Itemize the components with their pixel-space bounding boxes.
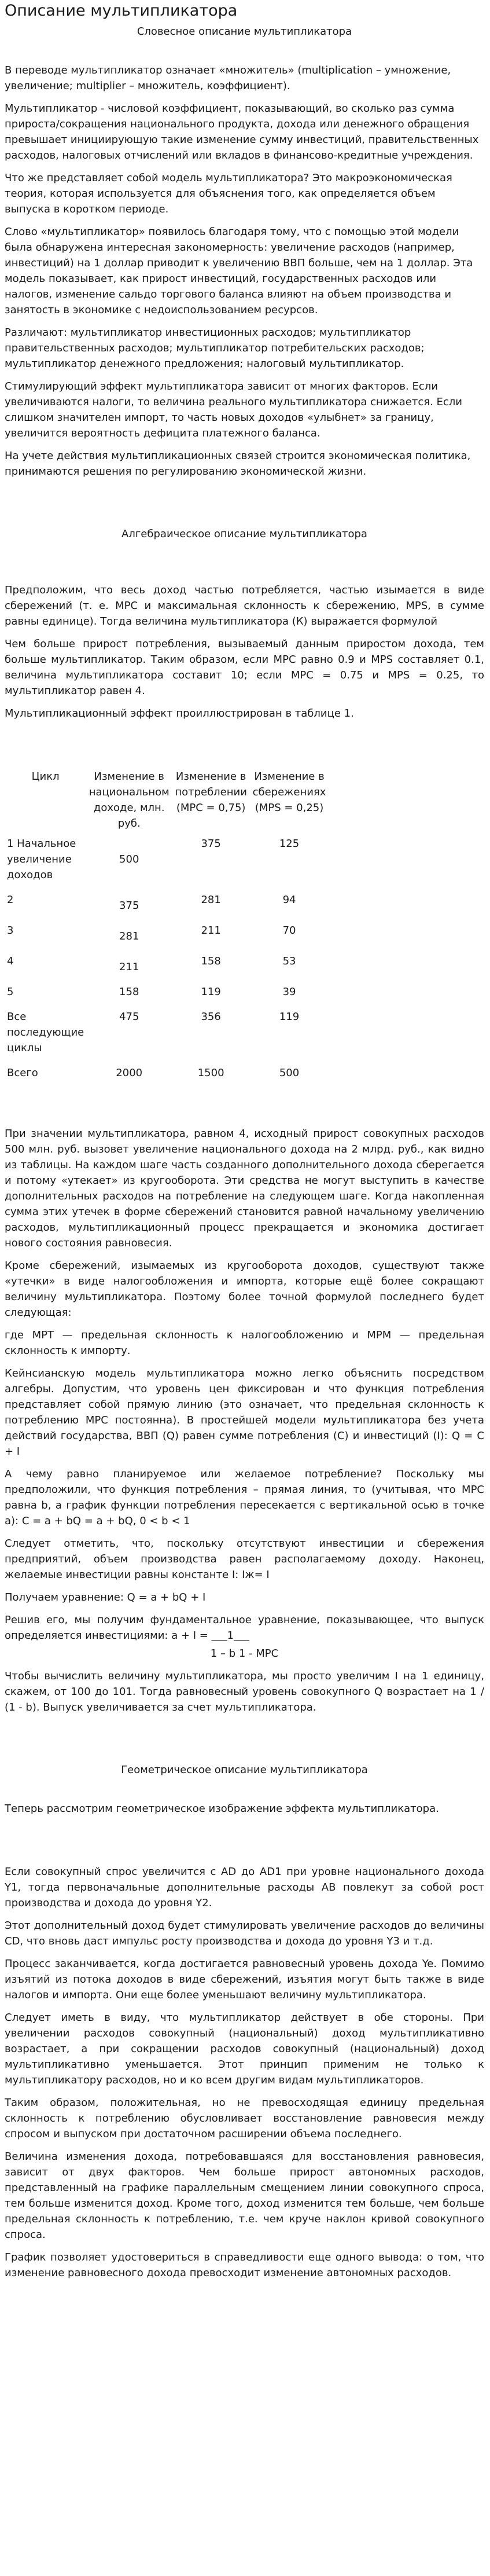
table-cell: 125: [279, 838, 300, 850]
table-cell: 375: [201, 838, 221, 850]
paragraph: Предположим, что весь доход частью потребляется, частью изымается в виде сбережений (т. е. MPC и максимальная склонность к сбережению, MPS, в сумме равны единице). Тогда величина мультипликатора (К) выражается формулой: [5, 584, 484, 628]
paragraph: Если совокупный спрос увеличится с AD до AD1 при уровне национального дохода Y1, тогда первоначальные дополнительные расходы AB повлекут за собой рост производства и дохода до уровня Y2.: [5, 1866, 484, 1909]
paragraph: Слово «мультипликатор» появилось благодаря тому, что с помощью этой модели была обнаружена интересная закономерность: увеличение расходов (например, инвестиций) на 1 доллар приводит к увеличению ВВП больше, чем на 1 доллар. Эта модель показывает, как прирост инвестиций, государственных расходов или налогов, изменение сальдо торгового баланса влияют на объем производства и занятость в экономике с недоиспользованием ресурсов.: [5, 226, 473, 316]
table-cell: 3: [7, 924, 14, 937]
table-cell: 2000: [116, 1067, 143, 1079]
table-row: [5, 1061, 329, 1085]
table-header-cell: Изменение в сбережениях (MPS = 0,25): [252, 770, 326, 814]
paragraph: На учете действия мультипликационных связей строится экономическая политика, принимаются решения по регулированию экономической жизни.: [5, 450, 471, 478]
spacer: [5, 1722, 484, 1763]
section-heading-verbal: Словесное описание мультипликатора: [137, 25, 352, 38]
paragraph: Следует иметь в виду, что мультипликатор действует в обе стороны. При увеличении расходов совокупный (национальный) доход мультипликативно возрастает, а при сокращении расходов совокупный (национальный) доход мультипликативно уменьшается. Этот принцип применим не только к мультипликатору расходов, но и ко всем другим видам мультипликаторов.: [5, 2012, 484, 2086]
table-cell: 500: [119, 853, 139, 865]
table-row: [5, 887, 329, 918]
table-cell: 1500: [197, 1067, 224, 1079]
table-cell: 53: [282, 955, 296, 967]
paragraph: График позволяет удостовериться в справедливости еще одного вывода: о том, что изменение равновесного дохода превосходит изменение автономных расходов.: [5, 2251, 484, 2279]
table-cell: Все последующие циклы: [7, 1011, 84, 1054]
paragraph: В переводе мультипликатор означает «множитель» (multiplication – умножение, увеличение; multiplier – множитель, коэффициент).: [5, 64, 451, 92]
section-heading-geometric: Геометрическое описание мультипликатора: [121, 1764, 368, 1776]
paragraph: Таким образом, положительная, но не превосходящая единицу предельная склонность к потреблению обусловливает восстановление равновесия между спросом и выпуском при достаточном расширении объема последнего.: [5, 2097, 484, 2140]
page-title: Описание мультипликатора: [5, 2, 238, 20]
table-row: [5, 979, 329, 1004]
paragraph: Мультипликационный эффект проиллюстрирован в таблице 1.: [5, 707, 354, 720]
multiplier-table: [5, 769, 329, 1085]
table-cell: 158: [201, 955, 221, 967]
table-cell: Всего: [7, 1067, 38, 1079]
table-cell: 158: [119, 986, 139, 998]
paragraph: Чем больше прирост потребления, вызываемый данным приростом дохода, тем больше мультипликатор. Таким образом, если MPC равно 0.9 и MPS составляет 0.1, величина мультипликатора составит 10; если MPC = 0.75 и MPS = 0.25, то мультипликатор равен 4.: [5, 638, 484, 697]
table-cell: 119: [201, 986, 221, 998]
paragraph: Кроме сбережений, изымаемых из кругооборота доходов, существуют также «утечки» в виде налогообложения и импорта, которые ещё более сокращают величину мультипликатора. Поэтому более точной формулой последнего будет следующая:: [5, 1260, 484, 1319]
table-cell: 2: [7, 894, 14, 906]
paragraph: Получаем уравнение: Q = a + bQ + I: [5, 1591, 206, 1603]
table-cell: 70: [282, 924, 296, 937]
paragraph: Следует отметить, что, поскольку отсутствуют инвестиции и сбережения предприятий, объем производства равен располагаемому доходу. Наконец, желаемые инвестиции равны константе I: Iж= I: [5, 1537, 484, 1581]
paragraph: Мультипликатор - числовой коэффициент, показывающий, во сколько раз сумма прироста/сокращения национального продукта, дохода или денежного обращения превышает инициирующую такие изменение сумму инвестиций, правительственных расходов, налоговых отчислений или вкладов в финансово-кредитные учреждения.: [5, 102, 479, 162]
table-cell: 211: [201, 924, 221, 937]
table-cell: 39: [282, 986, 296, 998]
table-row: [5, 831, 329, 887]
table-cell: 94: [282, 894, 296, 906]
table-cell: 281: [119, 930, 139, 942]
spacer: [5, 486, 484, 527]
section-heading-algebraic: Алгебраическое описание мультипликатора: [121, 528, 367, 540]
spacer: [5, 542, 484, 582]
table-row: [5, 918, 329, 949]
paragraph: Решив его, мы получим фундаментальное уравнение, показывающее, что выпуск определяется инвестициями: a + I = ___1___: [5, 1614, 484, 1642]
table-cell: 356: [201, 1011, 221, 1023]
table-cell: 375: [119, 900, 139, 912]
paragraph: Что же представляет собой модель мультипликатора? Это макроэкономическая теория, которая используется для объяснения того, как определяется объем выпуска в коротком периоде.: [5, 172, 452, 215]
table-cell: 500: [279, 1067, 300, 1079]
paragraph: Чтобы вычислить величину мультипликатора, мы просто увеличим I на 1 единицу, скажем, от 100 до 101. Тогда равновесный уровень совокупного Q возрастает на 1 / (1 - b). Выпуск увеличивается за счет мультипликатора.: [5, 1670, 484, 1713]
paragraph: Величина изменения дохода, потребовавшаяся для восстановления равновесия, зависит от двух факторов. Чем больше прирост автономных расходов, представленный на графике параллельным смещением линии совокупного спроса, тем больше изменится доход. Кроме того, доход изменится тем больше, чем больше предельная склонность к потреблению, т.е. чем круче наклон кривой совокупного спроса.: [5, 2151, 484, 2241]
table-header-cell: Цикл: [31, 770, 60, 783]
table-cell: 211: [119, 961, 139, 973]
spacer: [5, 1823, 484, 1864]
paragraph: где MPT — предельная склонность к налогообложению и MPM — предельная склонность к импорту.: [5, 1329, 484, 1357]
paragraph: Различают: мультипликатор инвестиционных расходов; мультипликатор правительственных расходов; мультипликатор потребительских расходов; мультипликатор денежного предложения; налоговый мультипликатор.: [5, 326, 425, 370]
formula-denominator: 1 – b 1 - MPC: [210, 1647, 279, 1660]
table-cell: 281: [201, 894, 221, 906]
table-cell: 1 Начальное увеличение доходов: [7, 838, 76, 881]
table-cell: 4: [7, 955, 14, 967]
table-cell: 475: [119, 1011, 139, 1023]
table-cell: 119: [279, 1011, 300, 1023]
table-header-row: [5, 769, 329, 831]
spacer: [5, 1778, 484, 1801]
paragraph: При значении мультипликатора, равном 4, исходный прирост совокупных расходов 500 млн. руб. вызовет увеличение национального дохода на 2 млрд. руб., как видно из таблицы. На каждом шаге часть созданного дополнительного дохода сберегается и потому «утекает» из кругооборота. Эти средства не могут выступить в качестве дополнительных расходов на потребление на следующем шаге. Когда накопленная сумма этих утечек в форме сбережений становится равной начальному увеличению расходов, мультипликационный процесс прекращается и экономика достигает нового состояния равновесия.: [5, 1128, 484, 1249]
table-header-cell: Изменение в потреблении (MPC = 0,75): [175, 770, 247, 814]
spacer: [5, 728, 484, 769]
paragraph: Стимулирующий эффект мультипликатора зависит от многих факторов. Если увеличиваются налоги, то величина реального мультипликатора снижается. Если слишком значителен импорт, то часть новых доходов «улыбнет» за границу, увеличится вероятность дефицита платежного баланса.: [5, 380, 462, 439]
table-row: [5, 949, 329, 979]
paragraph: А чему равно планируемое или желаемое потребление? Поскольку мы предположили, что функция потребления – прямая линия, то (учитывая, что MPC равна b, а график функции потребления пересекается с вертикальной осью в точке a): C = a + bQ = a + bQ, 0 < b < 1: [5, 1468, 484, 1527]
table-cell: 5: [7, 986, 14, 998]
table-row: [5, 1004, 329, 1061]
paragraph: Процесс заканчивается, когда достигается равновесный уровень дохода Ye. Помимо изъятий из потока доходов в виде сбережений, изъятия могут быть также в виде налогов и импорта. Они еще более уменьшают величину мультипликатора.: [5, 1958, 484, 2001]
paragraph: Кейнсианскую модель мультипликатора можно легко объяснить посредством алгебры. Допустим, что уровень цен фиксирован и что функция потребления представляет собой прямую линию (это означает, что предельная склонность к потреблению MPC постоянна). В простейшей модели мультипликатора без учета действий государства, ВВП (Q) равен сумме потребления (С) и инвестиций (I): Q = C + I: [5, 1367, 484, 1458]
paragraph: Теперь рассмотрим геометрическое изображение эффекта мультипликатора.: [5, 1803, 439, 1815]
paragraph: Этот дополнительный доход будет стимулировать увеличение расходов до величины CD, что вновь даст импульс росту производства и дохода до уровня Y3 и т.д.: [5, 1920, 484, 1947]
spacer: [5, 1085, 484, 1126]
table-header-cell: Изменение в национальном доходе, млн. руб.: [89, 770, 170, 830]
spacer: [5, 39, 484, 63]
